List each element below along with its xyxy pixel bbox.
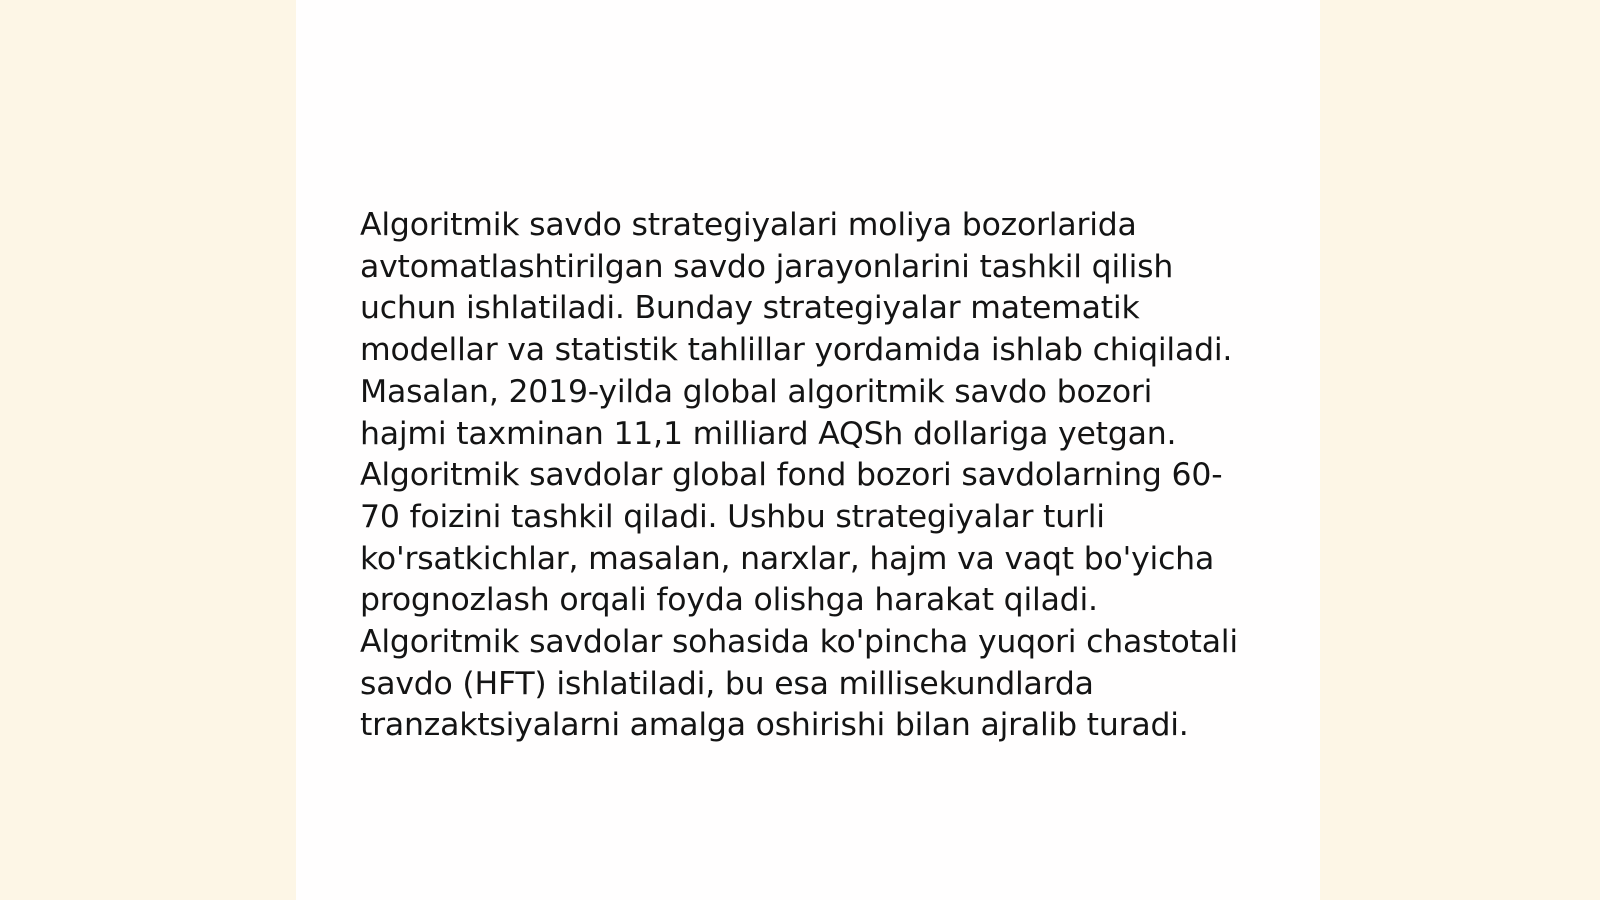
body-paragraph: Algoritmik savdo strategiyalari moliya bozorlarida avtomatlashtirilgan savdo jarayonlarini tashkil qilish uchun ishlatiladi. Bunday strategiyalar matematik modellar va statistik tahlillar yordamida ishlab chiqiladi. Masalan, 2019-yilda global algoritmik savdo bozori hajmi taxminan 11,1 milliard AQSh dollariga yetgan. Algoritmik savdolar global fond bozori savdolarning 60-70 foizini tashkil qiladi. Ushbu strategiyalar turli ko'rsatkichlar, masalan, narxlar, hajm va vaqt bo'yicha prognozlash orqali foyda olishga harakat qiladi. Algoritmik savdolar sohasida ko'pincha yuqori chastotali savdo (HFT) ishlatiladi, bu esa millisekundlarda tranzaktsiyalarni amalga oshirishi bilan ajralib turadi.	[360, 207, 1238, 744]
document-page	[296, 0, 1320, 900]
